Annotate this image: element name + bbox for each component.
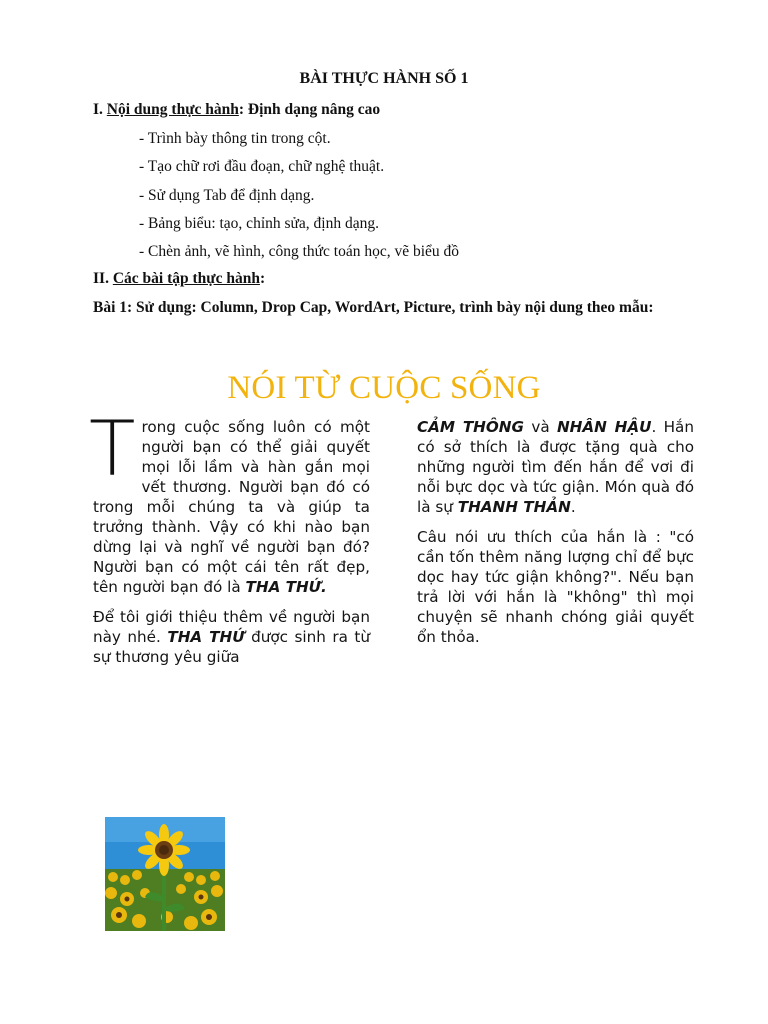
emphasis-nhan-hau: NHÂN HẬU [556,418,652,436]
emphasis-tha-thu-2: THA THỨ [167,628,245,646]
section1-suffix: : Định dạng nâng cao [238,101,381,118]
paragraph-1 [89,404,370,597]
exercise-1-instruction: Bài 1: Sử dụng: Column, Drop Cap, WordArt, Picture, trình bày nội dung theo mẫu: [93,299,654,316]
paragraph-2-text: Để tôi giới thiệu thêm về người bạn này nhé. [93,608,370,646]
list-item: - Trình bày thông tin trong cột. [139,130,331,147]
paragraph-2-tail: được sinh ra từ sự thương yêu giữa [93,628,371,666]
practice-content-list [139,129,459,270]
section1-heading [93,101,380,119]
list-item: - Bảng biểu: tạo, chỉnh sửa, định dạng. [139,214,379,232]
paragraph-1-text: rong cuộc sống luôn có một người bạn có thể giải quyết mọi lỗi lầm và hàn gắn mọi vết thương. Người bạn đó có trong mỗi chúng ta và giúp ta trưởng thành. Vậy có khi nào bạn dừng lại và nghĩ về người bạn đó? Người bạn có một cái tên rất đẹp, tên người bạn đó là [93,418,370,596]
section2-title: Các bài tập thực hành [112,270,260,287]
article-column-right [417,417,694,657]
paragraph-3-text: . Hắn có sở thích là được tặng quà cho những người tìm đến hắn để vơi đi nỗi bực dọc và tức giận. Món quà đó là sự [417,418,694,516]
list-item: - Tạo chữ rơi đầu đoạn, chữ nghệ thuật. [139,158,385,176]
paragraph-3-and: và [523,418,557,436]
article-column-left [89,404,371,677]
paragraph-3-end: . [570,498,576,516]
section2-suffix: : [259,270,266,287]
section1-title: Nội dung thực hành [106,101,239,118]
emphasis-tha-thu: THA THỨ. [245,578,327,596]
sunflower-picture [105,817,225,931]
paragraph-2 [93,607,370,667]
emphasis-cam-thong: CẢM THÔNG [417,418,524,436]
list-item: - Sử dụng Tab để định dạng. [139,186,315,204]
section2-heading [93,270,265,288]
list-item: - Chèn ảnh, vẽ hình, công thức toán học, vẽ biểu đồ [139,243,460,261]
paragraph-3 [417,417,694,517]
section2-prefix: II. [93,270,113,287]
drop-cap: T [89,404,136,493]
article-headline: NÓI TỪ CUỘC SỐNG [227,370,541,406]
section1-prefix: I. [93,101,107,118]
paragraph-4: Câu nói ưu thích của hắn là : "có cần tốn thêm năng lượng chỉ để bực dọc hay tức giận không?". Nếu bạn trả lời với hắn là "không" thì mọi chuyện sẽ nhanh chóng giải quyết ổn thỏa. [417,528,694,646]
page-title: BÀI THỰC HÀNH SỐ 1 [299,70,469,87]
emphasis-thanh-than: THANH THẢN [457,498,571,516]
